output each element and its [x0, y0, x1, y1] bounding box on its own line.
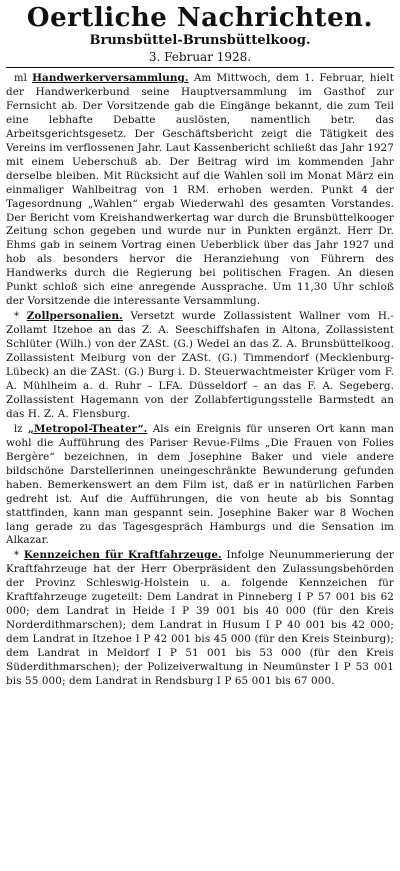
newspaper-page [6, 0, 394, 689]
article-heading: Zollpersonalien. [26, 310, 123, 323]
article-body: Am Mittwoch, dem 1. Februar, hielt der Handwerkerbund seine Hauptversammlung im Gasthof zur Fernsicht ab. Der Vorsitzende gab die Eingänge bekannt, die zum Teil eine lebhafte Debatte auslösten, namentlich betr. das Arbeitsgerichtsgesetz. Der Geschäftsbericht zeigt die Tätigkeit des Vereins im verflossenen Jahr. Laut Kassenbericht schließt das Jahr 1927 mit einem Ueberschuß ab. Der Beitrag wird im kommenden Jahr derselbe bleiben. Mit Rücksicht auf die Wahlen soll im Monat März ein einmaliger Wahlbeitrag von 1 RM. erhoben werden. Punkt 4 der Tagesordnung „Wahlen“ ergab Wiederwahl des gesamten Vorstandes. Der Bericht vom Kreishandwerkertag war durch die Brunsbüttelkooger Zeitung schon gegeben und wurde nur in Punkten ergänzt. Herr Dr. Ehms gab in seinem Vortrag einen Ueberblick über das Jahr 1927 und hob als besonders hervor die Heranziehung von Führern des Handwerks durch die Regierung bei politischen Fragen. An diesen Punkt schloß sich eine anregende Aussprache. Um 11,30 Uhr schloß der Vorsitzende die interessante Versammlung. [6, 72, 394, 308]
article-heading: „Metropol-Theater“. [27, 422, 148, 435]
divider [6, 67, 394, 68]
article-heading: Handwerkerversammlung. [32, 72, 189, 84]
article-tag: * [14, 311, 20, 323]
article-zollpersonalien [6, 310, 394, 422]
article-tag: lz [14, 423, 23, 435]
article-body: Infolge Neunummerierung der Kraftfahrzeuge hat der Herr Oberpräsident den Zulassungsbehörden der Provinz Schleswig-Holstein u. a. folgende Kennzeichen für Kraftfahrzeuge zugeteilt: Dem Landrat in Pinneberg I P 57 001 bis 62 000; dem Landrat in Heide I P 39 001 bis 40 000 (für den Kreis Norderdithmarschen); dem Landrat in Husum I P 40 001 bis 42 000; dem Landrat in Itzehoe I P 42 001 bis 45 000 (für den Kreis Steinburg); dem Landrat in Meldorf I P 51 001 bis 53 000 (für den Kreis Süderdithmarschen); der Polizeiverwaltung in Neumünster I P 53 001 bis 55 000; dem Landrat in Rendsburg I P 65 001 bis 67 000. [6, 549, 394, 687]
article-body: Als ein Ereignis für unseren Ort kann man wohl die Aufführung des Pariser Revue-Films „Die Frauen von Folies Bergère“ bezeichnen, in dem Josephine Baker und viele andere bildschöne Darstellerinnen uneingeschränkte Bewunderung gefunden haben. Bemerkenswert an dem Film ist, daß er in natürlichen Farben gedreht ist. Auf die Aufführungen, die von heute ab bis Sonntag stattfinden, kann man gespannt sein. Josephine Baker war 8 Wochen lang gerade zu das Tagesgespräch Hamburgs und die Sensation im Alkazar. [6, 422, 394, 547]
article-metropol-theater [6, 423, 394, 549]
section-subhead: Brunsbüttel-Brunsbüttelkoog. [89, 33, 311, 48]
article-tag: * [14, 550, 20, 562]
article-kennzeichen [6, 549, 394, 689]
section-masthead: Oertliche Nachrichten. [26, 3, 374, 33]
article-handwerkerversammlung [6, 72, 394, 309]
article-body: Versetzt wurde Zollassistent Wallner vom H.-Zollamt Itzehoe an das Z. A. Seeschiffshafen in Altona, Zollassistent Schlüter (Wilh.) von der ZASt. (G.) Wedel an das Z. A. Brunsbüttelkoog. Zollassistent Meiburg von der ZASt. (G.) Timmendorf (Mecklenburg-Lübeck) an die ZASt. (G.) Burg i. D. Steuerwachtmeister Krüger vom F. A. Mühlheim a. d. Ruhr – LFA. Düsseldorf – an das F. A. Segeberg. Zollassistent Hagemann von der Zollabfertigungsstelle Barmstedt an das H. Z. A. Flensburg. [6, 310, 394, 420]
article-heading: Kennzeichen für Kraftfahrzeuge. [23, 549, 222, 562]
article-tag: ml [14, 73, 27, 84]
dateline: 3. Februar 1928. [148, 50, 252, 64]
